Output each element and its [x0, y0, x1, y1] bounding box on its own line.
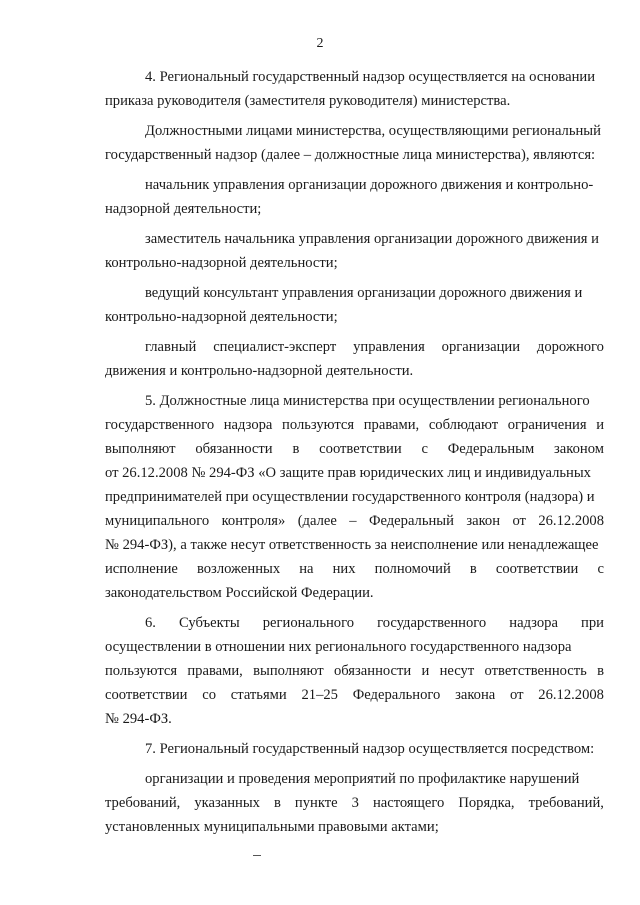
text-line: организации и проведения мероприятий по профилактике нарушений	[145, 771, 580, 787]
text-line: контрольно-надзорной деятельности;	[105, 255, 338, 271]
text-line: выполняют обязанности в соответствии с Федеральным законом	[105, 441, 604, 457]
text-line: № 294-ФЗ.	[105, 711, 172, 727]
text-line: муниципального контроля» (далее – Федеральный закон от 26.12.2008	[105, 513, 604, 529]
text-line: главный специалист-эксперт управления организации дорожного	[145, 339, 604, 355]
text-line: требований, указанных в пункте 3 настоящего Порядка, требований,	[105, 795, 604, 811]
page-number: 2	[316, 36, 324, 51]
text-line: приказа руководителя (заместителя руководителя) министерства.	[105, 93, 511, 109]
text-line: заместитель начальника управления организации дорожного движения и	[145, 231, 599, 247]
text-line: 4. Региональный государственный надзор осуществляется на основании	[145, 69, 596, 85]
text-line: осуществлении в отношении них регионального государственного надзора	[105, 639, 572, 655]
text-line: исполнение возложенных на них полномочий в соответствии с	[105, 561, 604, 577]
text-line: надзорной деятельности;	[105, 201, 262, 217]
scan-mark	[253, 855, 261, 856]
text-line: контрольно-надзорной деятельности;	[105, 309, 338, 325]
text-line: начальник управления организации дорожного движения и контрольно-	[145, 177, 594, 193]
text-line: государственного надзора пользуются правами, соблюдают ограничения и	[105, 417, 604, 433]
text-line: от 26.12.2008 № 294-ФЗ «О защите прав юридических лиц и индивидуальных	[105, 465, 591, 481]
text-line: предпринимателей при осуществлении государственного контроля (надзора) и	[105, 489, 595, 505]
text-line: 6. Субъекты регионального государственного надзора при	[145, 615, 604, 631]
text-line: № 294-ФЗ), а также несут ответственность за неисполнение или ненадлежащее	[105, 537, 599, 553]
text-line: Должностными лицами министерства, осуществляющими региональный	[145, 123, 601, 139]
text-line: 5. Должностные лица министерства при осуществлении регионального	[145, 393, 590, 409]
text-line: ведущий консультант управления организации дорожного движения и	[145, 285, 583, 301]
text-line: соответствии со статьями 21–25 Федерального закона от 26.12.2008	[105, 687, 604, 703]
text-line: движения и контрольно-надзорной деятельности.	[105, 363, 414, 379]
text-line: государственный надзор (далее – должностные лица министерства), являются:	[105, 147, 596, 163]
text-line: законодательством Российской Федерации.	[105, 585, 374, 601]
text-line: 7. Региональный государственный надзор осуществляется посредством:	[145, 741, 595, 757]
text-line: пользуются правами, выполняют обязанности и несут ответственность в	[105, 663, 604, 679]
text-line: установленных муниципальными правовыми актами;	[105, 819, 439, 835]
